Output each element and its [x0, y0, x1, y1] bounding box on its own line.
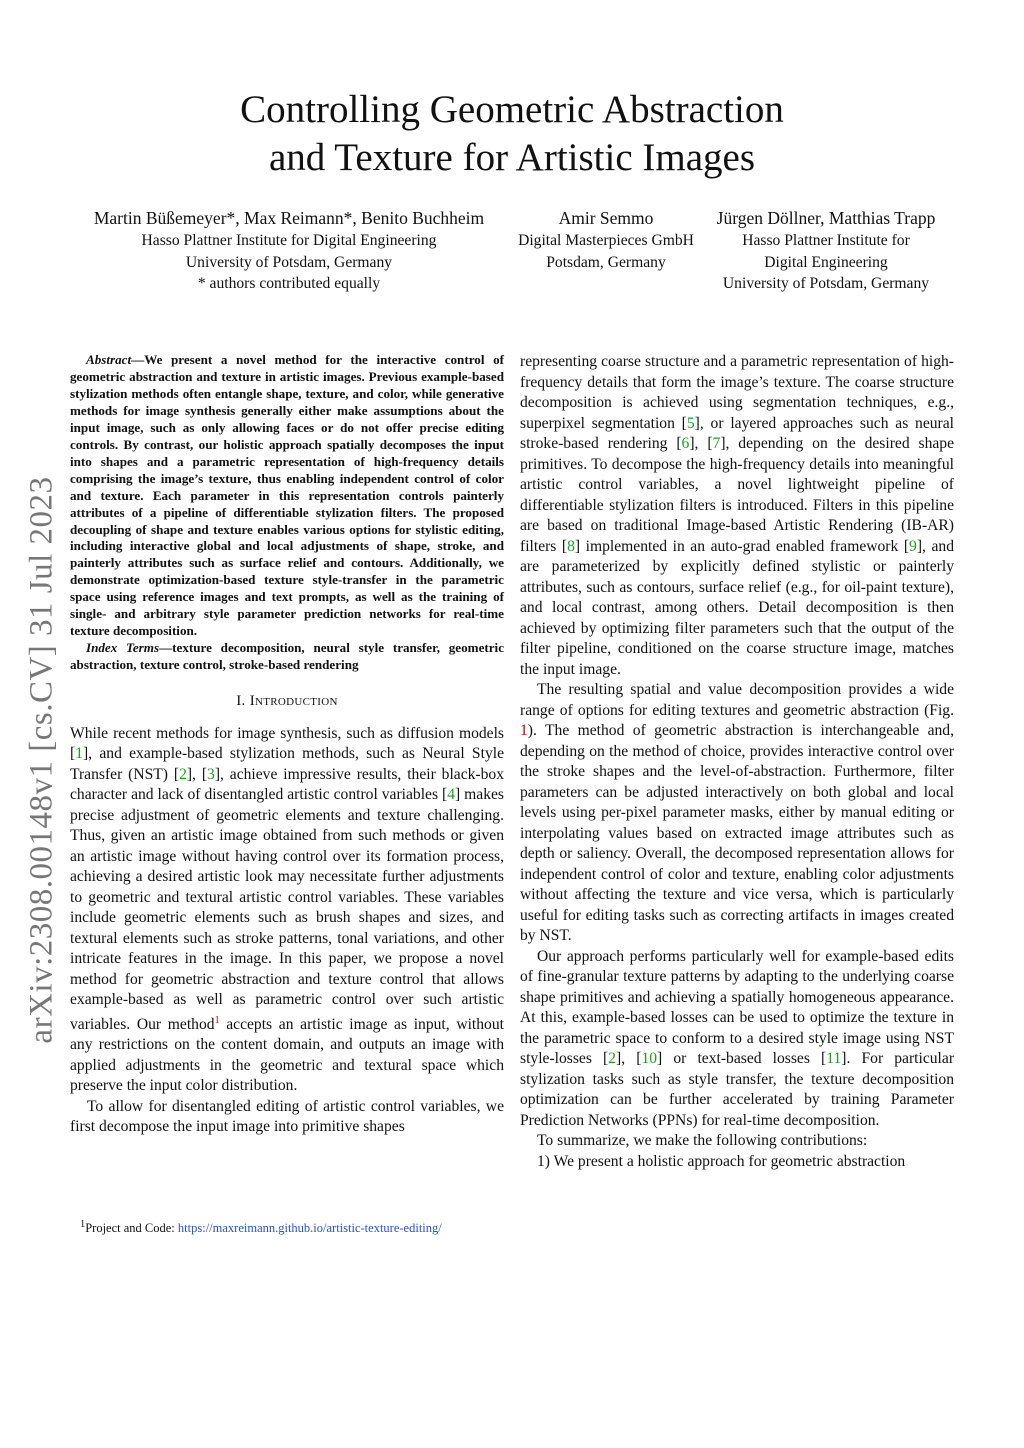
author-affiliation: University of Potsdam, Germany: [185, 253, 393, 271]
abstract-text: —We present a novel method for the interactive control of geometric abstraction and texture in artistic images. Previous example-based stylization methods often entangle shape, texture, and color, while generative methods for image synthesis generally either make assumptions about the input image, such as only allowing faces or do not offer precise editing controls. By contrast, our holistic approach spatially decomposes the input into shapes and a parametric representation of high-frequency details comprising the image’s texture, thus enabling independent control of color and texture. Each parameter in this representation controls painterly attributes of a pipeline of differentiable stylization filters. The proposed decoupling of shape and texture enables various options for stylistic editing, including interactive global and local adjustments of shape, stroke, and painterly attributes such as surface relief and contours. Additionally, we demonstrate optimization-based texture style-transfer in the parametric space using reference images and text prompts, as well as the training of single- and arbitrary style parameter prediction networks for real-time texture decomposition.: [70, 352, 504, 639]
citation-link[interactable]: 9: [909, 537, 917, 555]
author-block-3: [700, 206, 952, 295]
author-names: Martin Büßemeyer*, Max Reimann*, Benito Buchheim: [93, 208, 485, 228]
author-affiliation: Digital Masterpieces GmbH: [518, 232, 694, 249]
citation-link[interactable]: 7: [712, 435, 721, 452]
author-affiliation: Hasso Plattner Institute for: [742, 232, 910, 249]
footnote-number: 1: [80, 1219, 86, 1230]
paragraph: The resulting spatial and value decomposition provides a wide range of options for editing textures and geometric abstraction (Fig. 1). The method of geometric abstraction is interchangeable and, depending on the method of choice, provides interactive control over the stroke shapes and the level-of-abstraction. Furthermore, filter parameters can be adjusted interactively on both global and local levels using per-pixel parameter masks, either by manual editing or interpolating values based on extracted image attributes such as depth or saliency. Overall, the decomposed representation allows for independent control of color and texture, enabling color adjustments without affecting the texture and vice versa, which is particularly useful for editing tasks such as correcting artifacts in images created by NST.: [520, 681, 954, 944]
citation-link[interactable]: 4: [447, 786, 455, 804]
section-number: I.: [236, 693, 246, 710]
intro-body-right: [520, 352, 954, 1172]
paragraph: Our approach performs particularly well for example-based edits of fine-granular texture patterns by adapting to the underlying coarse shape primitives and achieving a spatially homogeneous appearance. At this, example-based losses can be used to optimize the texture in the parametric space to conform to a desired style image using NST style-losses [2], [10] or text-based losses [11]. For particular stylization tasks such as style transfer, the texture decomposition optimization can be further accelerated by training Parameter Prediction Networks (PPNs) for real-time decomposition.: [520, 947, 955, 1129]
author-names: Jürgen Döllner, Matthias Trapp: [716, 208, 936, 228]
index-terms-label: Index Terms: [86, 640, 160, 656]
right-column: [520, 352, 954, 1172]
paragraph: representing coarse structure and a parametric representation of high-frequency details that form the image’s texture. The coarse structure decomposition is achieved using segmentation techniques, e.g., superpixel segmentation [5], or layered approaches such as neural stroke-based rendering [6], [7], depending on the desired shape primitives. To decompose the high-frequency details into meaningful artistic control variables, a novel lightweight pipeline of differentiable stylization filters is introduced. Filters in this pipeline are based on traditional Image-based Artistic Rendering (IB-AR) filters [8] implemented in an auto-grad enabled framework [9], and are parameterized by explicitly defined stylistic or painterly attributes, such as contours, surface relief (e.g., for oil-paint texture), and local contrast, among others. Detail decomposition is then achieved by optimizing filter parameters such that the output of the filter pipeline, conditioned on the coarse structure image, matches the input image.: [520, 353, 955, 678]
title-line-2: and Texture for Artistic Images: [268, 136, 756, 179]
citation-link[interactable]: 2: [179, 765, 187, 783]
author-names: Amir Semmo: [558, 208, 654, 228]
citation-link[interactable]: 8: [567, 537, 575, 555]
footnote-text: Project and Code:: [85, 1221, 178, 1236]
project-url-link[interactable]: https://maxreimann.github.io/artistic-texture-editing/: [177, 1221, 442, 1236]
author-affiliation: University of Potsdam, Germany: [722, 275, 930, 292]
paper-title: [0, 86, 1024, 182]
author-affiliation: Hasso Plattner Institute for Digital Engineering: [141, 232, 437, 249]
abstract-label: Abstract: [86, 352, 132, 367]
citation-link[interactable]: 2: [608, 1050, 617, 1067]
footnote-marker[interactable]: 1: [214, 1014, 220, 1026]
citation-link[interactable]: 1: [75, 745, 83, 763]
index-terms-text: —texture decomposition, neural style transfer, geometric abstraction, texture control, stroke-based rendering: [70, 640, 504, 673]
author-block-2: [502, 206, 710, 273]
left-column: [70, 352, 504, 1138]
citation-link[interactable]: 10: [641, 1050, 658, 1067]
paragraph: To summarize, we make the following contributions:: [537, 1132, 868, 1149]
author-block-1: [70, 206, 508, 295]
figure-link[interactable]: 1: [520, 722, 528, 739]
paragraph: To allow for disentangled editing of artistic control variables, we first decompose the input image into primitive shapes: [70, 1097, 504, 1136]
contributions-list: [520, 1152, 954, 1173]
section-title: Introduction: [249, 693, 338, 710]
author-affiliation: Digital Engineering: [764, 253, 888, 271]
arxiv-stamp: [12, 460, 72, 1060]
citation-link[interactable]: 6: [681, 435, 690, 452]
section-heading: [70, 691, 504, 712]
arxiv-identifier: arXiv:2308.00148v1 [cs.CV] 31 Jul 2023: [23, 476, 60, 1044]
abstract: [70, 352, 504, 674]
footnote: [80, 1217, 510, 1236]
citation-link[interactable]: 5: [686, 414, 695, 432]
author-affiliation: Potsdam, Germany: [546, 253, 666, 271]
title-line-1: Controlling Geometric Abstraction: [240, 88, 784, 131]
intro-body-left: [70, 724, 504, 1138]
citation-link[interactable]: 3: [207, 765, 215, 783]
list-item: 1) We present a holistic approach for geometric abstraction: [537, 1152, 906, 1170]
citation-link[interactable]: 11: [826, 1050, 842, 1067]
author-note: * authors contributed equally: [197, 275, 381, 292]
paragraph: While recent methods for image synthesis, such as diffusion models [1], and example-based stylization methods, such as Neural Style Transfer (NST) [2], [3], achieve impressive results, their black-box character and lack of disentangled artistic control variables [4] makes precise adjustment of geometric elements and texture challenging. Thus, given an artistic image obtained from such methods or given an artistic image without having control over its formation process, achieving a desired artistic look may necessitate further adjustments to geometric and textural artistic control variables. These variables include geometric elements such as brush shapes and sizes, and textural elements such as stroke patterns, tonal variations, and other intricate features in the image. In this paper, we propose a novel method for geometric abstraction and texture control that allows example-based as well as parametric control over such artistic variables. Our method$^1$ accepts an artistic image as input, without any restrictions on the content domain, and outputs an image with applied adjustments in the geometric and textural space which preserve the input color distribution.: [70, 724, 505, 1095]
